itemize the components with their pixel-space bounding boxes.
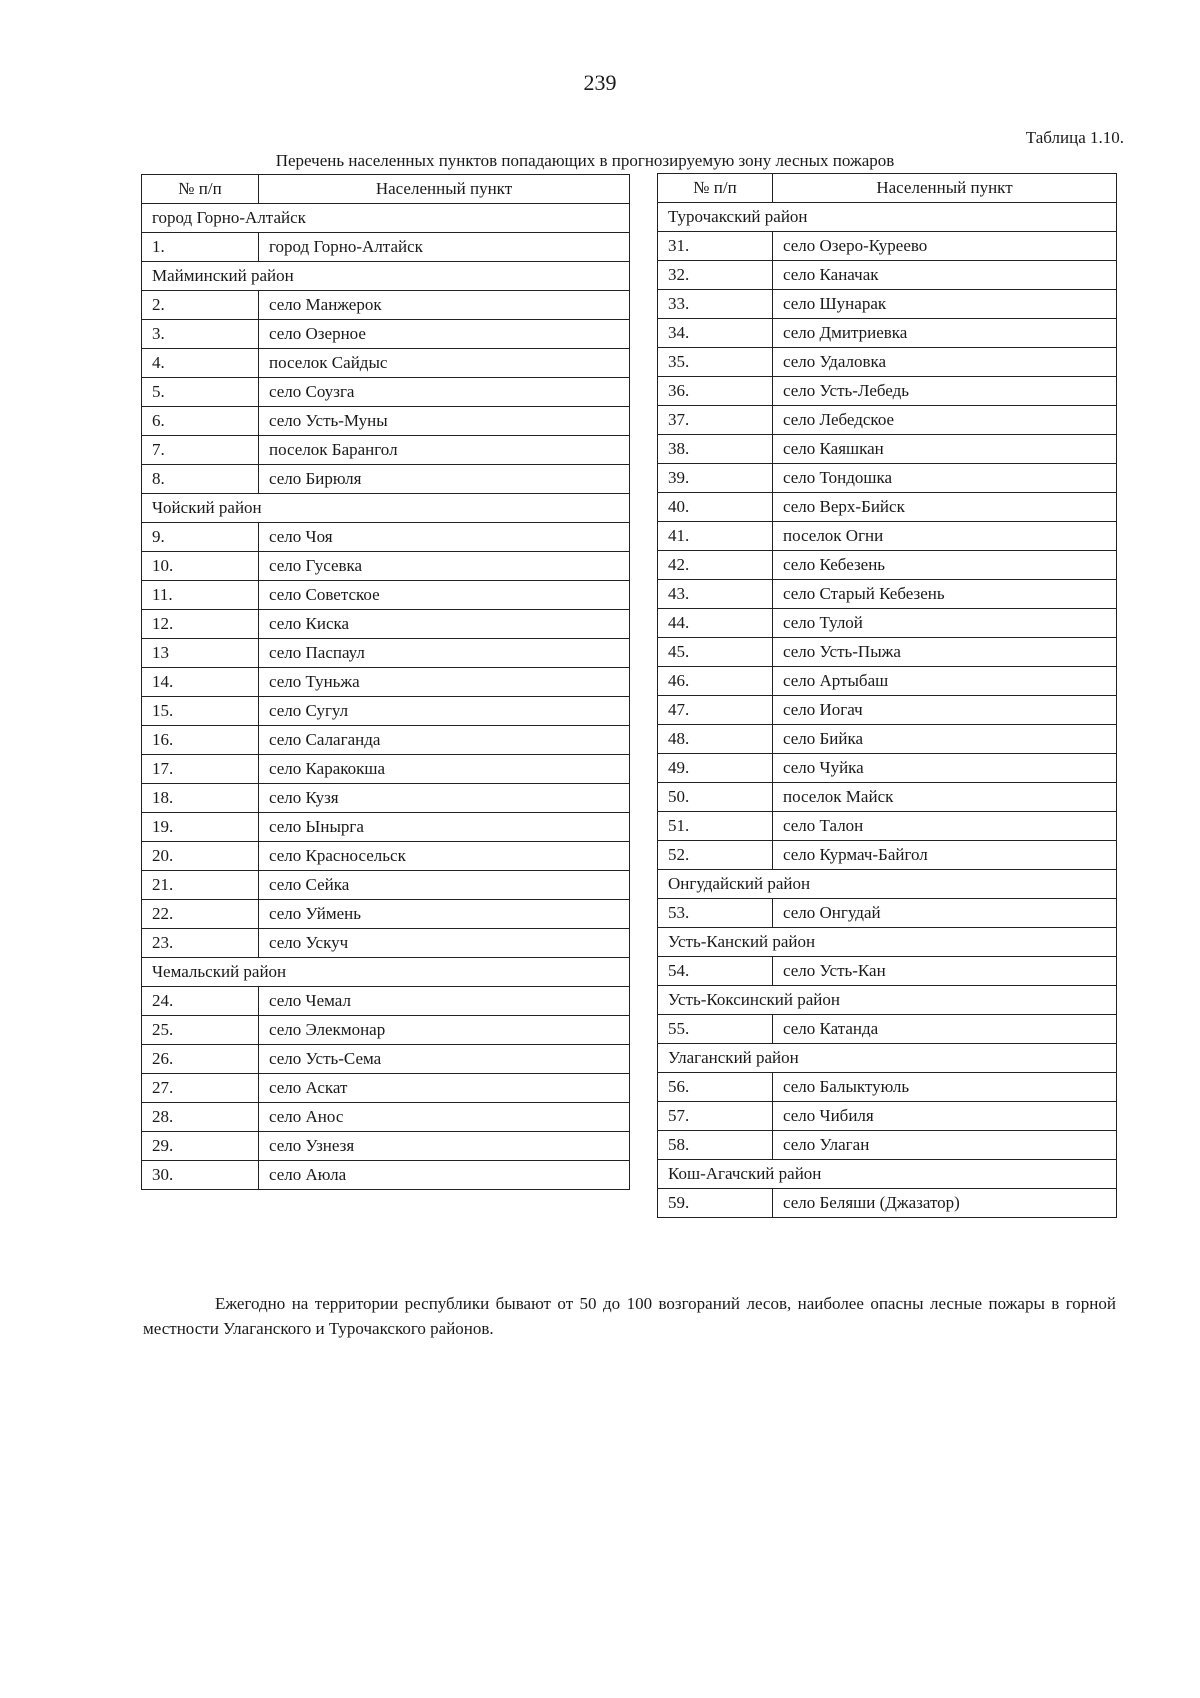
table-row [658,783,1117,812]
table-row [142,1132,630,1161]
table-row [142,726,630,755]
settlement-name: село Кебезень [773,551,1117,580]
settlement-name: село Кузя [259,784,630,813]
row-number: 29. [142,1132,259,1161]
settlement-name: село Красносельск [259,842,630,871]
table-row [142,378,630,407]
settlement-name: село Чемал [259,987,630,1016]
row-number: 3. [142,320,259,349]
settlement-name: село Элекмонар [259,1016,630,1045]
settlement-name: село Чуйка [773,754,1117,783]
row-number: 22. [142,900,259,929]
settlement-name: село Курмач-Байгол [773,841,1117,870]
table-row [142,407,630,436]
table-row [658,1131,1117,1160]
settlement-name: село Сейка [259,871,630,900]
settlement-name: село Улаган [773,1131,1117,1160]
row-number: 6. [142,407,259,436]
settlement-name: город Горно-Алтайск [259,233,630,262]
settlement-name: село Катанда [773,1015,1117,1044]
table-row [142,581,630,610]
table-row [142,842,630,871]
settlement-name: село Тулой [773,609,1117,638]
settlement-name: село Салаганда [259,726,630,755]
table-row [142,320,630,349]
settlement-name: село Усть-Муны [259,407,630,436]
row-number: 7. [142,436,259,465]
row-number: 55. [658,1015,773,1044]
table-row [142,755,630,784]
table-row [142,1161,630,1190]
row-number: 26. [142,1045,259,1074]
table-row [658,493,1117,522]
district-row [658,203,1117,232]
right-settlement-table [657,173,1117,1218]
row-number: 54. [658,957,773,986]
table-row [658,551,1117,580]
settlement-name: село Усть-Кан [773,957,1117,986]
table-row [142,233,630,262]
settlement-name: поселок Барангол [259,436,630,465]
table-row [142,1016,630,1045]
row-number: 35. [658,348,773,377]
settlement-name: село Соузга [259,378,630,407]
row-number: 27. [142,1074,259,1103]
table-row [658,812,1117,841]
table-row [658,1015,1117,1044]
row-number: 19. [142,813,259,842]
table-row [142,349,630,378]
header-num: № п/п [658,174,773,203]
table-row [658,377,1117,406]
table-row [658,580,1117,609]
district-name: Майминский район [142,262,630,291]
row-number: 59. [658,1189,773,1218]
table-row [142,523,630,552]
row-number: 57. [658,1102,773,1131]
settlement-name: село Советское [259,581,630,610]
header-name: Населенный пункт [773,174,1117,203]
table-row [142,1074,630,1103]
table-row [658,261,1117,290]
row-number: 2. [142,291,259,320]
district-row [142,494,630,523]
settlement-name: село Усть-Пыжа [773,638,1117,667]
table-row [142,291,630,320]
settlement-name: село Шунарак [773,290,1117,319]
row-number: 28. [142,1103,259,1132]
settlement-name: село Аюла [259,1161,630,1190]
settlement-name: село Усть-Лебедь [773,377,1117,406]
settlement-name: село Ыныргa [259,813,630,842]
table-row [658,841,1117,870]
row-number: 43. [658,580,773,609]
row-number: 34. [658,319,773,348]
row-number: 36. [658,377,773,406]
row-number: 25. [142,1016,259,1045]
row-number: 50. [658,783,773,812]
row-number: 10. [142,552,259,581]
district-row [142,262,630,291]
district-row [142,204,630,233]
row-number: 58. [658,1131,773,1160]
district-name: Онгудайский район [658,870,1117,899]
district-row [658,1160,1117,1189]
table-row [658,899,1117,928]
settlement-name: село Артыбаш [773,667,1117,696]
row-number: 21. [142,871,259,900]
table-caption: Таблица 1.10. [1025,128,1124,147]
row-number: 20. [142,842,259,871]
district-name: Кош-Агачский район [658,1160,1117,1189]
table-row [142,871,630,900]
row-number: 12. [142,610,259,639]
table-row [658,406,1117,435]
settlement-name: село Озерное [259,320,630,349]
row-number: 24. [142,987,259,1016]
row-number: 37. [658,406,773,435]
left-table-body [142,204,630,1190]
table-row [658,667,1117,696]
settlement-name: село Дмитриевка [773,319,1117,348]
left-settlement-table [141,174,630,1190]
table-header-row [658,174,1117,203]
settlement-name: село Каяшкан [773,435,1117,464]
district-name: Турочакский район [658,203,1117,232]
table-row [658,754,1117,783]
district-name: Усть-Коксинский район [658,986,1117,1015]
row-number: 42. [658,551,773,580]
row-number: 13 [142,639,259,668]
settlement-name: село Киска [259,610,630,639]
table-row [142,610,630,639]
table-row [658,232,1117,261]
row-number: 16. [142,726,259,755]
settlement-name: село Талон [773,812,1117,841]
district-name: Чемальский район [142,958,630,987]
row-number: 39. [658,464,773,493]
row-number: 31. [658,232,773,261]
row-number: 40. [658,493,773,522]
right-table-body [658,203,1117,1218]
settlement-name: село Сугул [259,697,630,726]
row-number: 51. [658,812,773,841]
row-number: 32. [658,261,773,290]
table-row [658,1102,1117,1131]
row-number: 56. [658,1073,773,1102]
settlement-name: село Каракокша [259,755,630,784]
settlement-name: село Гусевка [259,552,630,581]
settlement-name: село Манжерок [259,291,630,320]
table-header-row [142,175,630,204]
settlement-name: село Паспаул [259,639,630,668]
row-number: 41. [658,522,773,551]
header-num: № п/п [142,175,259,204]
settlement-name: село Лебедское [773,406,1117,435]
row-number: 15. [142,697,259,726]
row-number: 30. [142,1161,259,1190]
settlement-name: село Озеро-Куреево [773,232,1117,261]
row-number: 38. [658,435,773,464]
table-row [142,813,630,842]
settlement-name: село Онгудай [773,899,1117,928]
table-row [658,609,1117,638]
district-row [658,986,1117,1015]
table-row [142,900,630,929]
settlement-name: село Анос [259,1103,630,1132]
table-row [142,1103,630,1132]
district-name: Улаганский район [658,1044,1117,1073]
settlement-name: село Ускуч [259,929,630,958]
row-number: 9. [142,523,259,552]
settlement-name: село Удаловка [773,348,1117,377]
table-row [658,319,1117,348]
district-name: город Горно-Алтайск [142,204,630,233]
page-number: 239 [583,70,617,95]
settlement-name: село Верх-Бийск [773,493,1117,522]
row-number: 53. [658,899,773,928]
table-row [658,725,1117,754]
settlement-name: село Балыктуюль [773,1073,1117,1102]
table-title: Перечень населенных пунктов попадающих в прогнозируемую зону лесных пожаров [275,151,895,170]
row-number: 48. [658,725,773,754]
table-row [142,1045,630,1074]
district-row [142,958,630,987]
settlement-name: село Тондошка [773,464,1117,493]
settlement-name: поселок Огни [773,522,1117,551]
table-row [658,638,1117,667]
row-number: 1. [142,233,259,262]
table-row [658,464,1117,493]
settlement-name: поселок Сайдыс [259,349,630,378]
table-row [658,435,1117,464]
district-row [658,1044,1117,1073]
row-number: 49. [658,754,773,783]
table-row [658,696,1117,725]
settlement-name: село Уймень [259,900,630,929]
table-row [142,668,630,697]
row-number: 8. [142,465,259,494]
settlement-name: село Каначак [773,261,1117,290]
table-row [658,1073,1117,1102]
settlement-name: поселок Майск [773,783,1117,812]
row-number: 47. [658,696,773,725]
header-name: Населенный пункт [259,175,630,204]
table-row [658,290,1117,319]
settlement-name: село Аскат [259,1074,630,1103]
table-row [142,987,630,1016]
settlement-name: село Чоя [259,523,630,552]
settlement-name: село Узнезя [259,1132,630,1161]
table-row [658,522,1117,551]
settlement-name: село Беляши (Джазатор) [773,1189,1117,1218]
row-number: 11. [142,581,259,610]
settlement-name: село Усть-Сема [259,1045,630,1074]
table-row [142,639,630,668]
row-number: 44. [658,609,773,638]
settlement-name: село Бийка [773,725,1117,754]
settlement-name: село Туньжа [259,668,630,697]
row-number: 23. [142,929,259,958]
table-row [142,465,630,494]
row-number: 18. [142,784,259,813]
settlement-name: село Бирюля [259,465,630,494]
district-name: Чойский район [142,494,630,523]
table-row [142,929,630,958]
row-number: 45. [658,638,773,667]
table-row [142,552,630,581]
table-row [142,436,630,465]
district-row [658,928,1117,957]
table-row [658,957,1117,986]
row-number: 5. [142,378,259,407]
settlement-name: село Иогач [773,696,1117,725]
table-row [142,697,630,726]
table-row [142,784,630,813]
district-row [658,870,1117,899]
row-number: 17. [142,755,259,784]
row-number: 14. [142,668,259,697]
row-number: 46. [658,667,773,696]
district-name: Усть-Канский район [658,928,1117,957]
footer-paragraph: Ежегодно на территории республики бывают от 50 до 100 возгораний лесов, наиболее опасны лесные пожары в горной местности Улаганского и Турочакского районов. [143,1294,1116,1338]
table-row [658,348,1117,377]
row-number: 4. [142,349,259,378]
table-row [658,1189,1117,1218]
settlement-name: село Чибиля [773,1102,1117,1131]
row-number: 33. [658,290,773,319]
row-number: 52. [658,841,773,870]
settlement-name: село Старый Кебезень [773,580,1117,609]
